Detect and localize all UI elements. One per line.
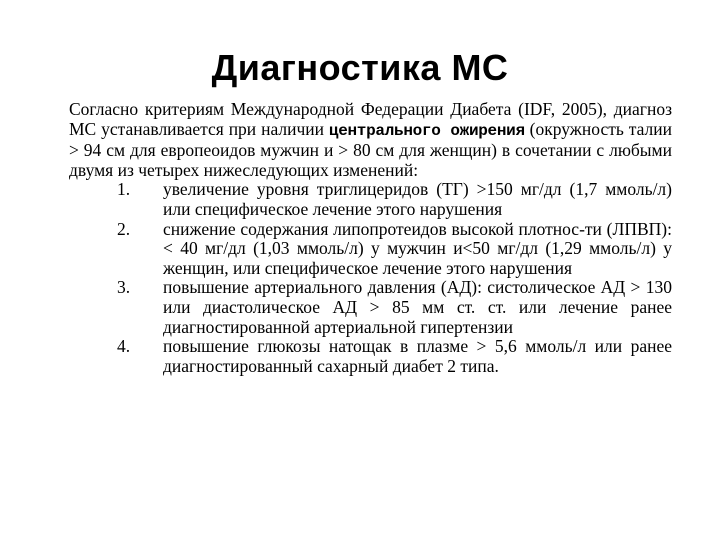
criteria-number: 4. xyxy=(117,336,131,357)
criteria-number: 1. xyxy=(117,179,131,200)
criteria-item xyxy=(69,337,672,376)
criteria-text: снижение содержания липопротеидов высокой плотнос-ти (ЛПВП): < 40 мг/дл (1,03 ммоль/л) у мужчин и<50 мг/дл (1,29 ммоль/л) у женщин, или специфическое лечение этого нарушения xyxy=(163,218,672,278)
criteria-item xyxy=(69,278,672,337)
criteria-text: увеличение уровня триглицеридов (ТГ) >150 мг/дл (1,7 ммоль/л) или специфическое лечение этого нарушения xyxy=(163,179,672,219)
criteria-item xyxy=(69,220,672,279)
slide-body xyxy=(69,100,672,376)
criteria-item xyxy=(69,180,672,219)
criteria-text: повышение глюкозы натощак в плазме > 5,6 ммоль/л или ранее диагностированный сахарный диабет 2 типа. xyxy=(163,336,672,376)
intro-text-part2: (окружность талии > 94 см для европеоидов мужчин и > 80 см для женщин) в сочетании с любыми двумя из четырех нижеследующих изменений: xyxy=(69,118,672,180)
criteria-number: 2. xyxy=(117,218,131,239)
criteria-text: повышение артериального давления (АД): систолическое АД > 130 или диастолическое АД > 85 мм ст. ст. или лечение ранее диагностированной артериальной гипертензии xyxy=(163,277,672,337)
criteria-number: 3. xyxy=(117,277,131,298)
slide-title: Диагностика МС xyxy=(211,47,509,88)
intro-emphasis: центрального ожирения xyxy=(328,121,525,140)
intro-text-part1: Согласно критериям Международной Федерации Диабета (IDF, 2005), диагноз МС устанавливается при наличии xyxy=(69,99,672,139)
intro-paragraph xyxy=(69,100,672,180)
criteria-list xyxy=(69,180,672,376)
